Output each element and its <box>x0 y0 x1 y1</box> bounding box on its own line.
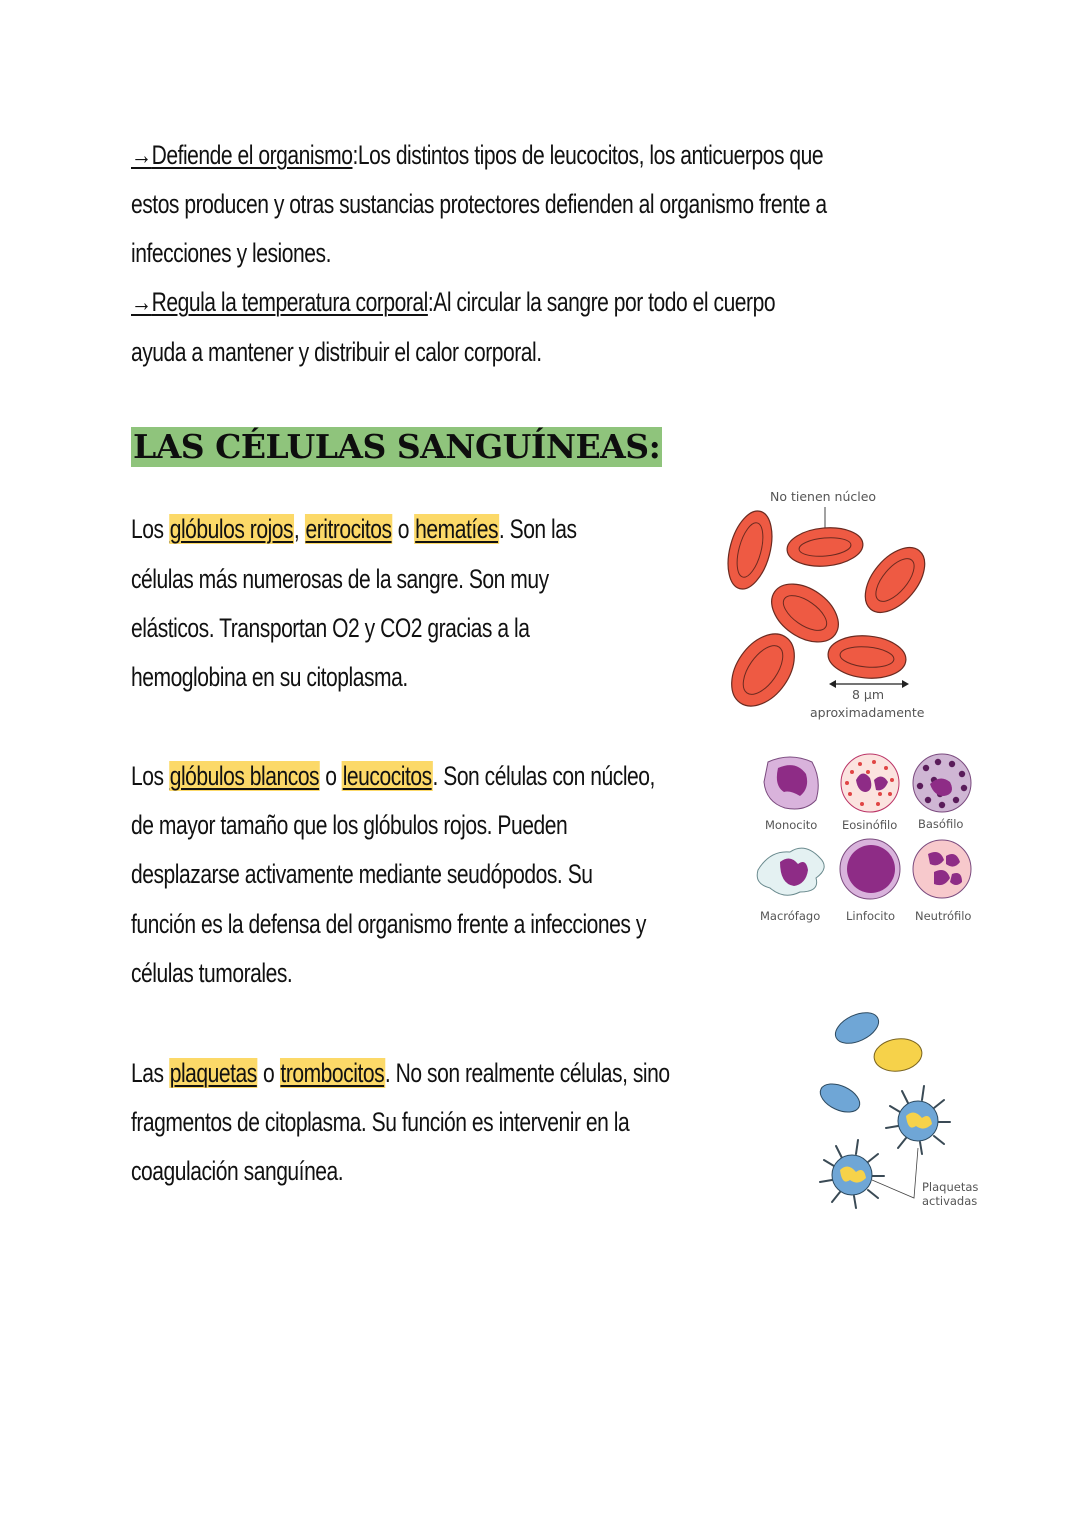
function-defend-term: →Defiende el organismo <box>131 140 353 170</box>
platelets-line-1: Las plaquetas o trombocitos. No son realmente células, sino <box>131 1058 670 1088</box>
rbc-label-no-nucleus: No tienen núcleo <box>770 489 877 504</box>
wbc-label-macrofago: Macrófago <box>760 909 821 923</box>
function-defend-line-3: infecciones y lesiones. <box>131 238 331 268</box>
wbc-label-eosinofilo: Eosinófilo <box>842 818 898 832</box>
function-temperature-line-1: →Regula la temperatura corporal:Al circular la sangre por todo el cuerpo <box>131 287 776 317</box>
white-cells-line-2: de mayor tamaño que los glóbulos rojos. Pueden <box>131 810 568 840</box>
platelets-label-line-1: Plaquetas <box>922 1180 979 1194</box>
platelets-line-3: coagulación sanguínea. <box>131 1156 344 1186</box>
function-temperature-term: →Regula la temperatura corporal <box>131 287 428 317</box>
platelets-label-line-2: activadas <box>922 1194 978 1208</box>
term-hematies: hematíes <box>415 514 499 544</box>
section-heading: LAS CÉLULAS SANGUÍNEAS: <box>133 427 661 466</box>
term-trombocitos: trombocitos <box>280 1058 385 1088</box>
term-leucocitos: leucocitos <box>342 761 432 791</box>
function-defend-line-2: estos producen y otras sustancias protectores defienden al organismo frente a <box>131 189 827 219</box>
white-cells-line-4: función es la defensa del organismo frente a infecciones y <box>131 909 646 939</box>
white-blood-cells-figure <box>750 750 980 930</box>
wbc-label-monocito: Monocito <box>765 818 818 832</box>
wbc-label-basofilo: Basófilo <box>918 817 964 831</box>
term-globulos-rojos: glóbulos rojos <box>169 514 294 544</box>
function-temperature-line-2: ayuda a mantener y distribuir el calor corporal. <box>131 337 542 367</box>
red-blood-cells-illustration <box>715 485 945 725</box>
white-cells-line-5: células tumorales. <box>131 958 293 988</box>
red-blood-cells-figure <box>715 485 945 725</box>
red-cells-line-3: elásticos. Transportan O2 y CO2 gracias a la <box>131 613 530 643</box>
term-eritrocitos: eritrocitos <box>305 514 392 544</box>
platelets-line-2: fragmentos de citoplasma. Su función es intervenir en la <box>131 1107 630 1137</box>
platelets-figure <box>800 1008 985 1218</box>
rbc-scale-label: 8 µm <box>852 687 885 702</box>
white-cells-line-3: desplazarse activamente mediante seudópodos. Su <box>131 859 593 889</box>
term-plaquetas: plaquetas <box>169 1058 257 1088</box>
wbc-label-linfocito: Linfocito <box>846 909 896 923</box>
function-defend-line-1: →Defiende el organismo:Los distintos tipos de leucocitos, los anticuerpos que <box>131 140 824 170</box>
rbc-scale-note: aproximadamente <box>810 705 925 720</box>
white-blood-cells-illustration <box>750 750 980 930</box>
wbc-label-neutrofilo: Neutrófilo <box>915 909 972 923</box>
red-cells-line-4: hemoglobina en su citoplasma. <box>131 662 408 692</box>
white-cells-line-1: Los glóbulos blancos o leucocitos. Son células con núcleo, <box>131 761 655 791</box>
term-globulos-blancos: glóbulos blancos <box>169 761 320 791</box>
red-cells-line-1: Los glóbulos rojos, eritrocitos o hematíes. Son las <box>131 514 577 544</box>
red-cells-line-2: células más numerosas de la sangre. Son muy <box>131 564 549 594</box>
